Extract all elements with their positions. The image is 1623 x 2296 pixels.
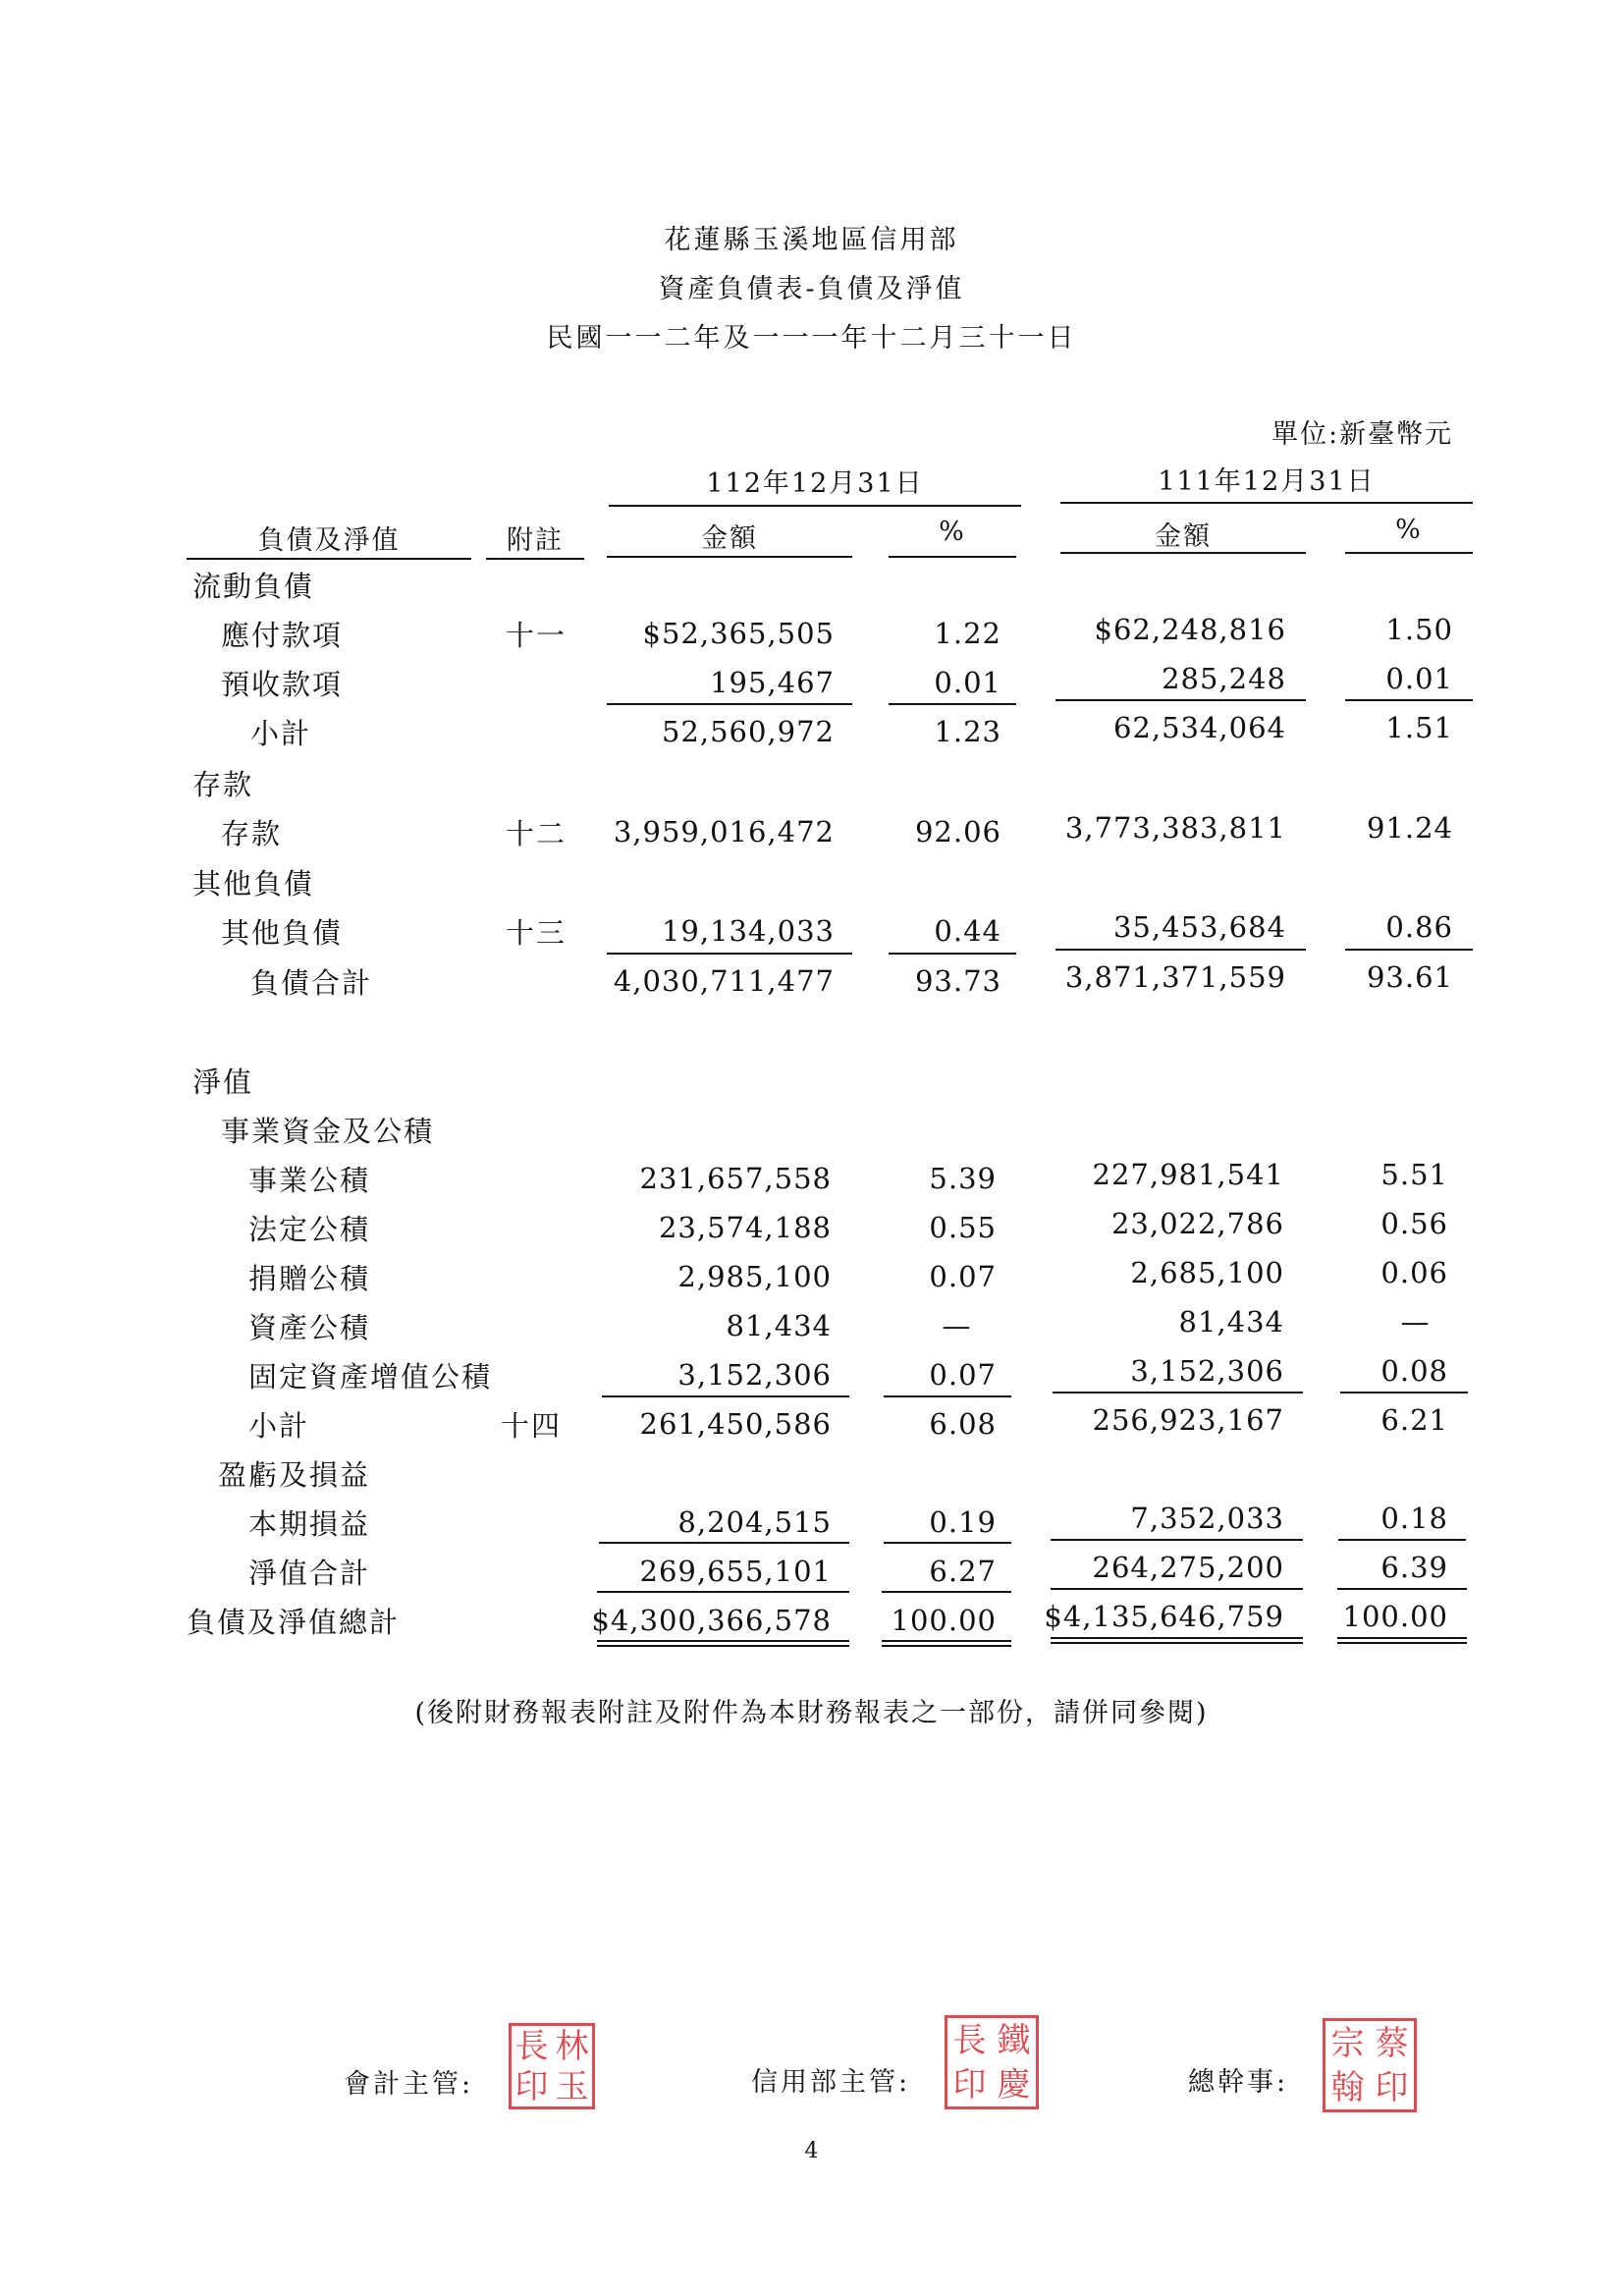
prior-percent: — (1400, 1305, 1432, 1339)
subtotal-rule (607, 953, 852, 955)
prior-amount: 264,275,200 (1092, 1551, 1284, 1584)
subtotal-rule (1345, 699, 1473, 701)
prior-percent: 0.06 (1380, 1256, 1448, 1289)
prior-percent: 1.51 (1385, 711, 1453, 744)
subtotal-rule (884, 1542, 1011, 1544)
seal-char: 鐵 (997, 2020, 1031, 2060)
total-rule (1051, 1588, 1303, 1590)
current-amount: 23,574,188 (658, 1211, 832, 1244)
current-percent: 1.23 (934, 715, 1001, 748)
prior-amount: 227,981,541 (1092, 1158, 1284, 1191)
current-amount: 261,450,586 (639, 1407, 832, 1441)
prior-percent: 0.18 (1380, 1502, 1448, 1535)
current-percent: 0.44 (934, 914, 1001, 948)
row-label: 淨值合計 (248, 1557, 371, 1590)
report-date: 民國一一二年及一一一年十二月三十一日 (546, 323, 1077, 354)
row-label: 法定公積 (248, 1213, 371, 1246)
row-label: 事業公積 (248, 1164, 371, 1197)
prior-amount: $4,135,646,759 (1044, 1600, 1284, 1633)
prior-percent: 0.56 (1380, 1207, 1448, 1240)
row-note: 十四 (501, 1409, 563, 1443)
current-amount: 52,560,972 (661, 715, 835, 748)
current-percent: 0.55 (929, 1211, 997, 1244)
current-percent: 5.39 (929, 1162, 997, 1195)
total-rule (882, 1591, 1011, 1593)
grand-total-double-rule (1051, 1637, 1303, 1644)
row-note: 十一 (506, 619, 568, 652)
table-row (192, 569, 314, 604)
current-amount-header-rule (607, 556, 852, 558)
current-percent: 6.08 (929, 1407, 997, 1441)
subtotal-rule (1345, 949, 1473, 951)
item-column-header: 負債及淨值 (257, 525, 401, 556)
prior-percent: 100.00 (1342, 1600, 1448, 1633)
current-percent: 6.27 (929, 1555, 997, 1588)
prior-percent: 6.39 (1380, 1551, 1448, 1584)
current-amount: $52,365,505 (642, 617, 835, 650)
current-amount: 195,467 (710, 666, 835, 699)
credit-dept-seal (945, 2015, 1039, 2109)
period-prior-header: 111年12月31日 (1158, 466, 1376, 497)
seal-char: 蔡 (1375, 2023, 1409, 2063)
prior-percent: 93.61 (1366, 960, 1453, 994)
seal-char: 玉 (555, 2066, 589, 2106)
current-amount: 19,134,033 (661, 914, 835, 948)
row-label: 本期損益 (248, 1507, 371, 1541)
prior-amount: 256,923,167 (1092, 1403, 1284, 1437)
subtotal-rule (884, 1395, 1011, 1397)
item-header-rule (187, 558, 471, 560)
seal-char: 長 (514, 2026, 549, 2066)
current-amount: 269,655,101 (639, 1555, 832, 1588)
seal-char: 慶 (997, 2064, 1031, 2105)
current-amount: 3,152,306 (677, 1358, 832, 1392)
prior-percent-header-rule (1345, 552, 1473, 554)
prior-amount: 62,534,064 (1112, 711, 1286, 744)
current-percent: 93.73 (914, 964, 1001, 998)
row-label: 其他負債 (221, 916, 344, 950)
row-label: 資產公積 (248, 1311, 371, 1344)
current-percent: 0.01 (934, 666, 1001, 699)
prior-amount: 23,022,786 (1110, 1207, 1284, 1240)
subtotal-rule (602, 1395, 849, 1397)
row-label: 固定資產增值公積 (248, 1360, 493, 1394)
period-prior-rule (1060, 502, 1473, 504)
current-percent: 0.19 (929, 1505, 997, 1539)
seal-char: 印 (514, 2066, 549, 2106)
seal-char: 林 (555, 2026, 589, 2066)
current-percent: 100.00 (891, 1604, 997, 1637)
footer-note: (後附財務報表附註及附件為本財務報表之一部份，請併同參閱) (414, 1698, 1209, 1728)
prior-percent: 0.08 (1380, 1354, 1448, 1388)
row-label: 盈虧及損益 (218, 1458, 371, 1492)
page-number: 4 (804, 2139, 819, 2163)
row-label: 小計 (248, 1409, 310, 1443)
current-amount: 4,030,711,477 (613, 964, 835, 998)
row-label: 流動負債 (192, 570, 315, 603)
prior-amount: 3,773,383,811 (1064, 811, 1286, 845)
grand-total-double-rule (597, 1640, 849, 1647)
accounting-seal (509, 2023, 595, 2109)
prior-amount: 7,352,033 (1130, 1502, 1284, 1535)
credit-dept-supervisor-label: 信用部主管: (751, 2067, 911, 2098)
row-label: 小計 (250, 717, 312, 750)
subtotal-rule (1055, 949, 1306, 951)
prior-amount-header: 金額 (1155, 521, 1212, 552)
prior-amount: 285,248 (1162, 662, 1286, 695)
org-name: 花蓮縣玉溪地區信用部 (664, 225, 959, 255)
current-amount: 2,985,100 (677, 1260, 832, 1293)
currency-unit: 單位:新臺幣元 (1271, 419, 1454, 450)
grand-total-double-rule (882, 1640, 1011, 1647)
prior-percent: 6.21 (1380, 1403, 1448, 1437)
current-percent: 0.07 (929, 1358, 997, 1392)
prior-percent: 91.24 (1366, 811, 1453, 845)
general-manager-label: 總幹事: (1188, 2067, 1289, 2098)
current-percent: 92.06 (914, 815, 1001, 848)
total-rule (597, 1591, 849, 1593)
current-amount: $4,300,366,578 (591, 1604, 832, 1637)
prior-percent: 1.50 (1385, 613, 1453, 646)
general-manager-seal (1323, 2018, 1417, 2112)
period-current-rule (609, 505, 1021, 507)
prior-amount: $62,248,816 (1094, 613, 1286, 646)
prior-percent: 0.86 (1385, 910, 1453, 944)
prior-amount-header-rule (1060, 552, 1306, 554)
period-current-header: 112年12月31日 (706, 468, 924, 499)
subtotal-rule (1051, 1539, 1303, 1541)
current-percent: — (942, 1309, 973, 1342)
current-percent-header-rule (889, 556, 1016, 558)
subtotal-rule (1340, 1392, 1468, 1394)
subtotal-rule (1053, 1392, 1303, 1394)
row-label: 負債合計 (250, 966, 373, 1000)
report-title: 資產負債表-負債及淨值 (658, 274, 965, 304)
prior-percent-header: % (1395, 515, 1423, 545)
total-rule (1337, 1588, 1467, 1590)
prior-amount: 2,685,100 (1130, 1256, 1284, 1289)
seal-char: 翰 (1330, 2067, 1365, 2107)
subtotal-rule (889, 953, 1016, 955)
seal-char: 宗 (1330, 2023, 1365, 2063)
subtotal-rule (1338, 1539, 1466, 1541)
note-header-rule (486, 558, 584, 560)
current-amount: 8,204,515 (677, 1505, 832, 1539)
row-label: 應付款項 (221, 619, 344, 652)
subtotal-rule (1055, 699, 1306, 701)
current-amount: 3,959,016,472 (613, 815, 835, 848)
prior-amount: 3,871,371,559 (1064, 960, 1286, 994)
seal-char: 印 (1375, 2067, 1409, 2107)
current-percent: 0.07 (929, 1260, 997, 1293)
row-label: 事業資金及公積 (221, 1115, 435, 1148)
prior-percent: 5.51 (1380, 1158, 1448, 1191)
note-column-header: 附註 (507, 525, 564, 556)
grand-total-double-rule (1337, 1637, 1467, 1644)
seal-char: 印 (952, 2064, 987, 2105)
current-percent-header: % (939, 517, 966, 547)
row-note: 十三 (506, 916, 568, 950)
prior-amount: 3,152,306 (1130, 1354, 1284, 1388)
seal-char: 長 (952, 2020, 987, 2060)
current-amount: 231,657,558 (639, 1162, 832, 1195)
row-label: 捐贈公積 (248, 1262, 371, 1295)
row-label: 其他負債 (192, 867, 315, 901)
row-label: 淨值 (192, 1066, 254, 1099)
current-amount-header: 金額 (701, 523, 758, 554)
accounting-supervisor-label: 會計主管: (344, 2069, 474, 2100)
row-label: 存款 (221, 817, 283, 850)
prior-percent: 0.01 (1385, 662, 1453, 695)
current-percent: 1.22 (934, 617, 1001, 650)
subtotal-rule (889, 703, 1016, 705)
row-label: 預收款項 (221, 668, 344, 701)
subtotal-rule (599, 1542, 849, 1544)
current-amount: 81,434 (726, 1309, 832, 1342)
prior-amount: 35,453,684 (1112, 910, 1286, 944)
prior-amount: 81,434 (1178, 1305, 1284, 1339)
subtotal-rule (607, 703, 852, 705)
row-label: 存款 (192, 768, 254, 801)
row-note: 十二 (506, 817, 568, 850)
grand-total-label: 負債及淨值總計 (187, 1606, 401, 1639)
